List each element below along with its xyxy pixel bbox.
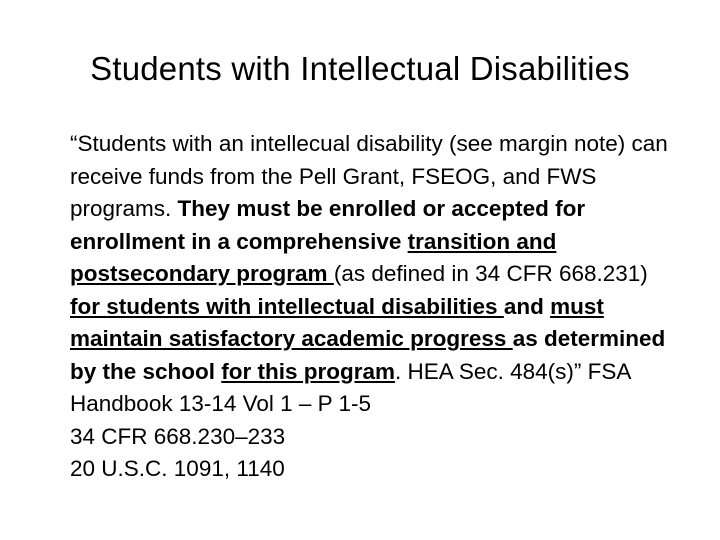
quote-text-cfr-definition: (as defined in 34 CFR 668.231) bbox=[333, 261, 648, 286]
slide-body bbox=[70, 128, 670, 486]
quote-text-and: and bbox=[503, 293, 551, 319]
quote-text-intro: “Students with an intellecual disability (see margin note) can receive funds from the Pell Grant, FSEOG, and FWS programs. bbox=[70, 131, 668, 221]
citation-usc: 20 U.S.C. 1091, 1140 bbox=[70, 456, 285, 481]
quote-text-source: . HEA Sec. 484(s)” FSA Handbook 13-14 Vol 1 – P 1-5 bbox=[70, 358, 631, 416]
quote-paragraph bbox=[70, 128, 670, 421]
quote-text-this-program: for this program bbox=[221, 358, 396, 384]
quote-text-requirement: They must be enrolled or accepted for enrollment in a comprehensive bbox=[70, 196, 586, 254]
slide-title: Students with Intellectual Disabilities bbox=[90, 50, 630, 87]
quote-text-program-type: transition and postsecondary program bbox=[70, 228, 557, 286]
citation-cfr: 34 CFR 668.230–233 bbox=[70, 423, 286, 449]
quote-text-determined-by: as determined by the school bbox=[70, 326, 666, 384]
quote-text-target-students: for students with intellectual disabilities bbox=[70, 293, 504, 319]
quote-text-sap: must maintain satisfactory academic progress bbox=[70, 293, 604, 351]
